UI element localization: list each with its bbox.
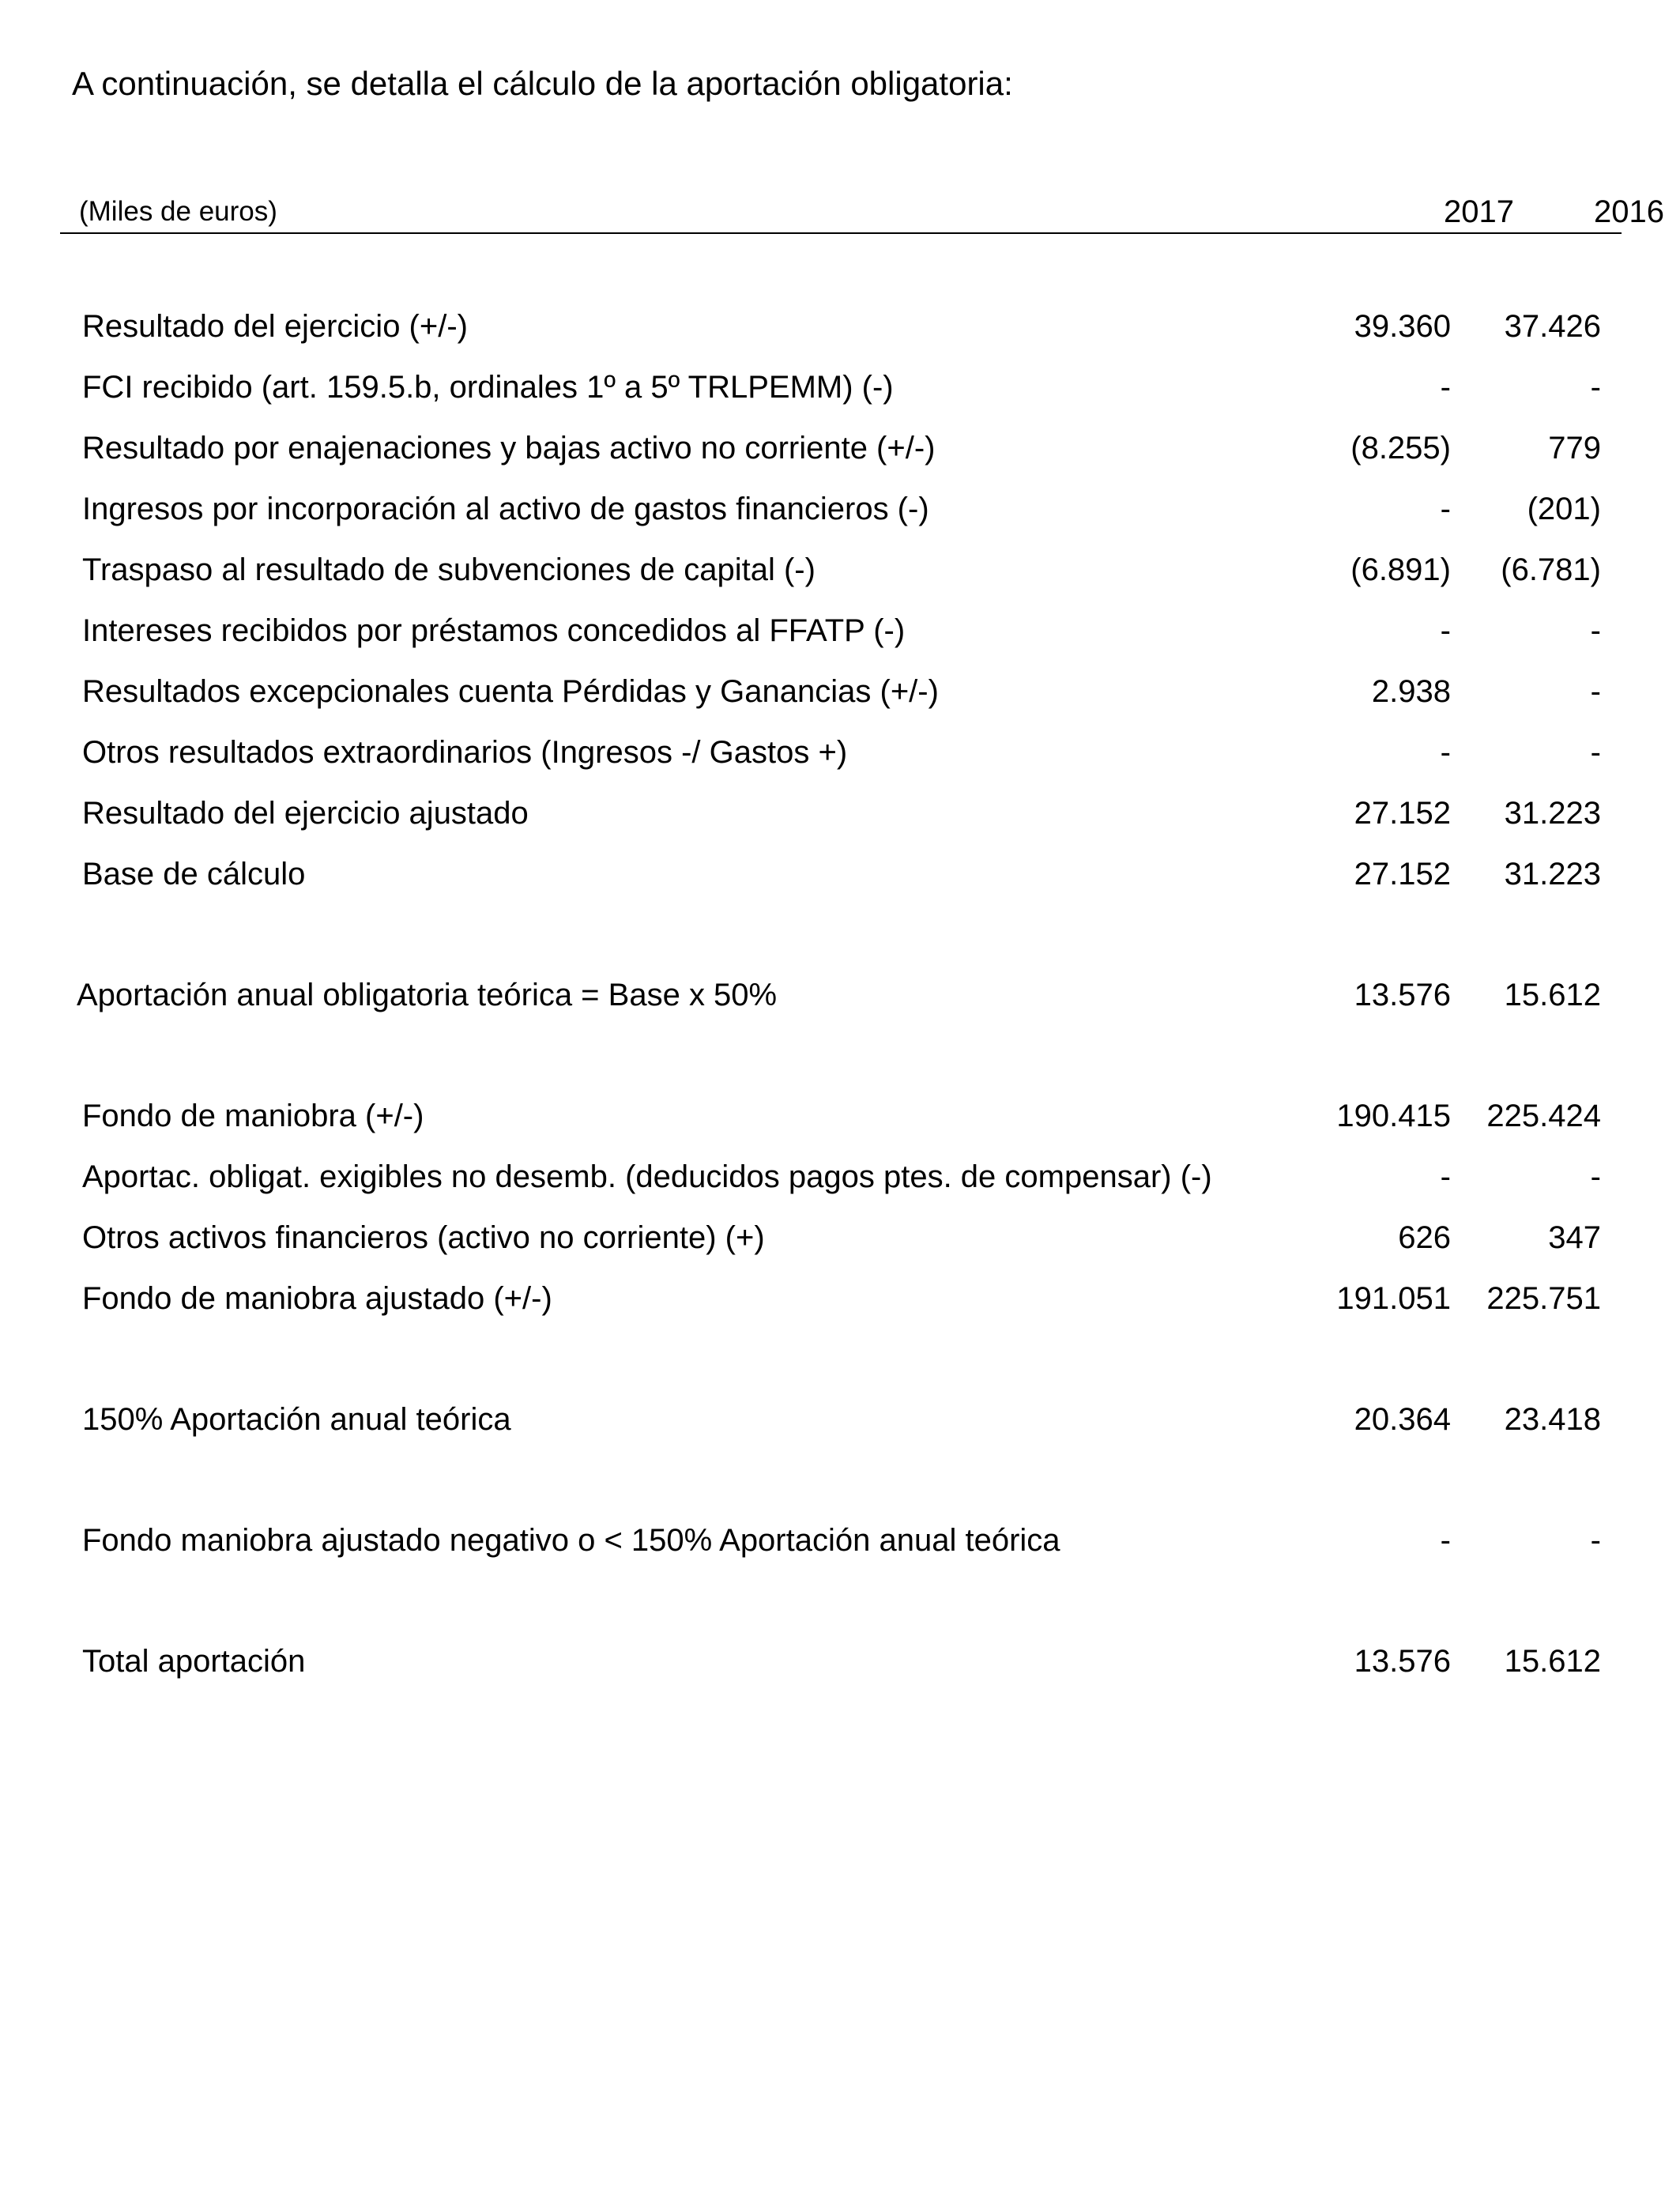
value-2016: (201): [1527, 492, 1601, 526]
value-2017: -: [1440, 613, 1451, 648]
value-2017: (8.255): [1350, 431, 1451, 466]
row-label: Ingresos por incorporación al activo de gastos financieros (-): [82, 492, 929, 526]
table-row: [0, 791, 1680, 835]
row-label: Fondo de maniobra (+/-): [82, 1099, 424, 1133]
row-label: Resultado del ejercicio (+/-): [82, 309, 468, 344]
value-2017: -: [1440, 492, 1451, 526]
value-2016: 779: [1548, 431, 1601, 466]
table-row: [0, 973, 1680, 1017]
value-2017: 27.152: [1354, 796, 1451, 831]
value-2016: 225.424: [1486, 1099, 1601, 1133]
table-row: [0, 487, 1680, 531]
value-2017: -: [1440, 1523, 1451, 1558]
value-2016: -: [1590, 613, 1601, 648]
row-label: Resultados excepcionales cuenta Pérdidas y Ganancias (+/-): [82, 674, 939, 709]
value-2016: -: [1590, 370, 1601, 405]
value-2016: (6.781): [1501, 552, 1601, 587]
row-label: Fondo maniobra ajustado negativo o < 150% Aportación anual teórica: [82, 1523, 1060, 1558]
value-2017: -: [1440, 735, 1451, 770]
table-row: [0, 669, 1680, 714]
value-2016: 23.418: [1504, 1402, 1601, 1437]
row-label: Resultado por enajenaciones y bajas activo no corriente (+/-): [82, 431, 936, 466]
value-2017: 20.364: [1354, 1402, 1451, 1437]
value-2017: 39.360: [1354, 309, 1451, 344]
table-row: [0, 426, 1680, 470]
value-2016: 347: [1548, 1220, 1601, 1255]
value-2017: 13.576: [1354, 978, 1451, 1012]
row-label: Fondo de maniobra ajustado (+/-): [82, 1281, 552, 1316]
row-label: Base de cálculo: [82, 857, 306, 892]
value-2016: 31.223: [1504, 796, 1601, 831]
units-label: (Miles de euros): [79, 196, 277, 227]
table-row: [0, 1276, 1680, 1321]
table-row: [0, 1518, 1680, 1563]
table-row: [0, 548, 1680, 592]
table-row: [0, 1094, 1680, 1138]
table-row: [0, 852, 1680, 896]
value-2016: -: [1590, 1159, 1601, 1194]
value-2016: -: [1590, 674, 1601, 709]
row-label: Otros activos financieros (activo no corriente) (+): [82, 1220, 765, 1255]
row-label: FCI recibido (art. 159.5.b, ordinales 1º a 5º TRLPEMM) (-): [82, 370, 894, 405]
row-label: Aportac. obligat. exigibles no desemb. (deducidos pagos ptes. de compensar) (-): [82, 1159, 1212, 1194]
value-2017: -: [1440, 1159, 1451, 1194]
table-row: [0, 365, 1680, 409]
value-2017: -: [1440, 370, 1451, 405]
row-label: Otros resultados extraordinarios (Ingresos -/ Gastos +): [82, 735, 848, 770]
table-row: [0, 730, 1680, 775]
table-row: [0, 1639, 1680, 1683]
value-2016: 15.612: [1504, 978, 1601, 1012]
table-row: [0, 1397, 1680, 1442]
value-2016: 31.223: [1504, 857, 1601, 892]
row-label: Traspaso al resultado de subvenciones de capital (-): [82, 552, 816, 587]
value-2017: 191.051: [1336, 1281, 1451, 1316]
value-2017: 626: [1398, 1220, 1451, 1255]
table-row: [0, 304, 1680, 349]
value-2016: 37.426: [1504, 309, 1601, 344]
row-label: Total aportación: [82, 1644, 306, 1679]
row-label: Resultado del ejercicio ajustado: [82, 796, 529, 831]
value-2017: 13.576: [1354, 1644, 1451, 1679]
value-2016: -: [1590, 735, 1601, 770]
value-2017: 2.938: [1371, 674, 1451, 709]
table-row: [0, 1216, 1680, 1260]
table-row: [0, 1155, 1680, 1199]
value-2017: 27.152: [1354, 857, 1451, 892]
table-row: [0, 609, 1680, 653]
value-2016: 225.751: [1486, 1281, 1601, 1316]
row-label: 150% Aportación anual teórica: [82, 1402, 511, 1437]
value-2016: 15.612: [1504, 1644, 1601, 1679]
intro-text: A continuación, se detalla el cálculo de la aportación obligatoria:: [72, 65, 1013, 102]
year-header-2016: 2016: [1594, 194, 1664, 229]
value-2016: -: [1590, 1523, 1601, 1558]
row-label: Intereses recibidos por préstamos concedidos al FFATP (-): [82, 613, 906, 648]
year-header-2017: 2017: [1444, 194, 1514, 229]
row-label: Aportación anual obligatoria teórica = Base x 50%: [77, 978, 778, 1012]
value-2017: (6.891): [1350, 552, 1451, 587]
value-2017: 190.415: [1336, 1099, 1451, 1133]
